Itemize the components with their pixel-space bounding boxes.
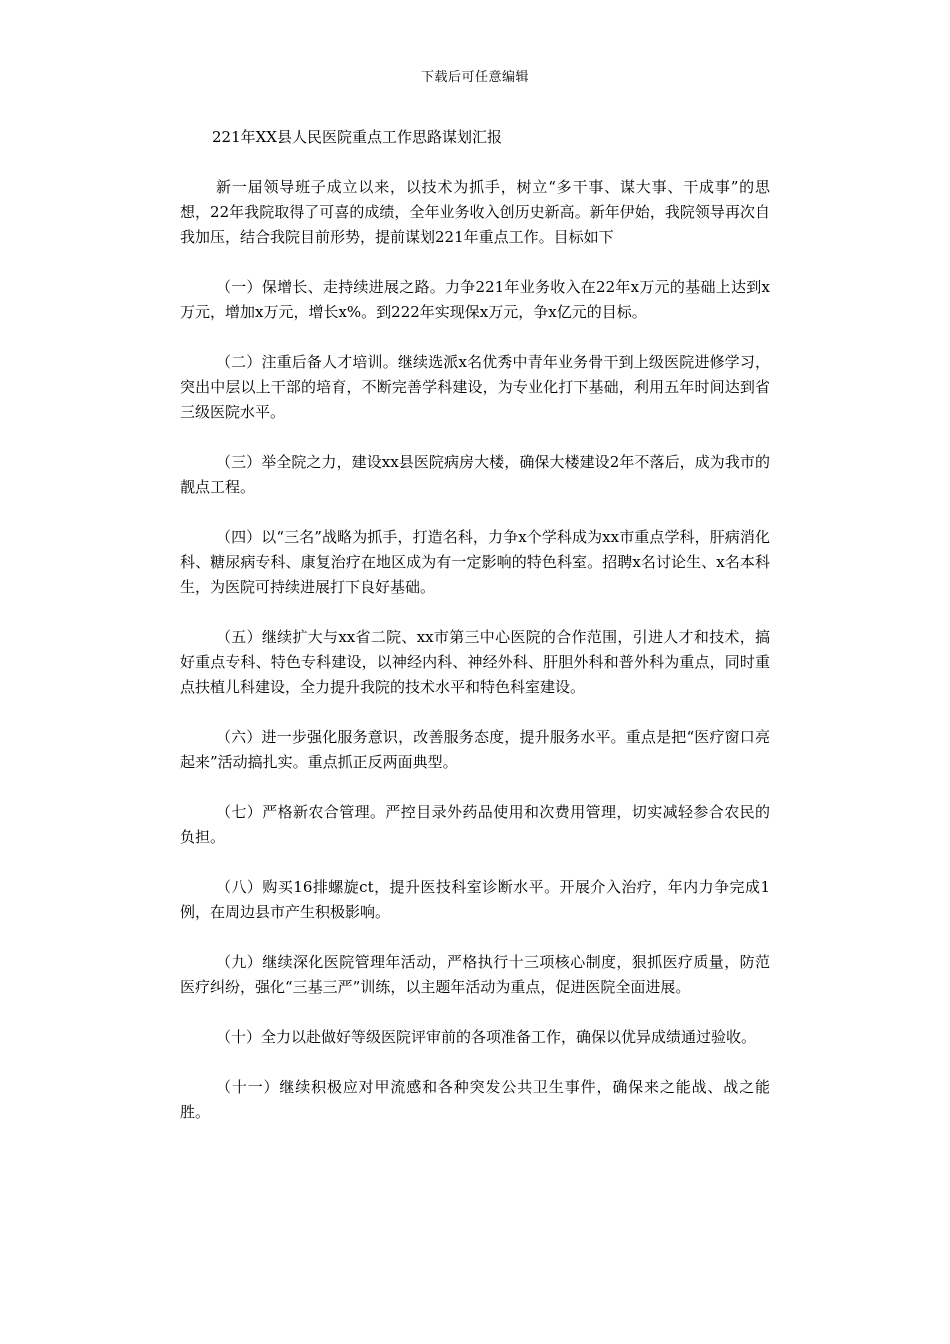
list-item: （六）进一步强化服务意识，改善服务态度，提升服务水平。重点是把“医疗窗口亮起来”活动搞扎实。重点抓正反两面典型。 (180, 728, 770, 771)
list-item: （八）购买16排螺旋ct，提升医技科室诊断水平。开展介入治疗，年内力争完成1例，在周边县市产生积极影响。 (180, 878, 770, 921)
list-item: （一）保增长、走持续进展之路。力争221年业务收入在22年x万元的基础上达到x万元，增加x万元，增长x%。到222年实现保x万元，争x亿元的目标。 (180, 278, 770, 321)
list-item: （五）继续扩大与xx省二院、xx市第三中心医院的合作范围，引进人才和技术，搞好重点专科、特色专科建设，以神经内科、神经外科、肝胆外科和普外科为重点，同时重点扶植儿科建设，全力提升我院的技术水平和特色科室建设。 (180, 628, 770, 696)
list-item: （七）严格新农合管理。严控目录外药品使用和次费用管理，切实减轻参合农民的负担。 (180, 803, 770, 846)
list-item: （三）举全院之力，建设xx县医院病房大楼，确保大楼建设2年不落后，成为我市的靓点工程。 (180, 453, 770, 496)
list-item: （十一）继续积极应对甲流感和各种突发公共卫生事件，确保来之能战、战之能胜。 (180, 1078, 770, 1121)
document-body (180, 125, 770, 1150)
list-item: （二）注重后备人才培训。继续选派x名优秀中青年业务骨干到上级医院进修学习，突出中层以上干部的培育，不断完善学科建设，为专业化打下基础，利用五年时间达到省三级医院水平。 (180, 353, 770, 421)
document-title: 221年XX县人民医院重点工作思路谋划汇报 (212, 128, 502, 146)
header-note: 下载后可任意编辑 (420, 70, 529, 85)
intro-paragraph: 新一届领导班子成立以来，以技术为抓手，树立“多干事、谋大事、干成事”的思想，22年我院取得了可喜的成绩，全年业务收入创历史新高。新年伊始，我院领导再次自我加压，结合我院目前形势，提前谋划221年重点工作。目标如下 (180, 178, 770, 246)
list-item: （十）全力以赴做好等级医院评审前的各项准备工作，确保以优异成绩通过验收。 (216, 1028, 757, 1046)
list-item: （九）继续深化医院管理年活动，严格执行十三项核心制度，狠抓医疗质量，防范医疗纠纷，强化“三基三严”训练，以主题年活动为重点，促进医院全面进展。 (180, 953, 770, 996)
list-item: （四）以“三名”战略为抓手，打造名科，力争x个学科成为xx市重点学科，肝病消化科、糖尿病专科、康复治疗在地区成为有一定影响的特色科室。招聘x名讨论生、x名本科生，为医院可持续进展打下良好基础。 (180, 528, 770, 596)
